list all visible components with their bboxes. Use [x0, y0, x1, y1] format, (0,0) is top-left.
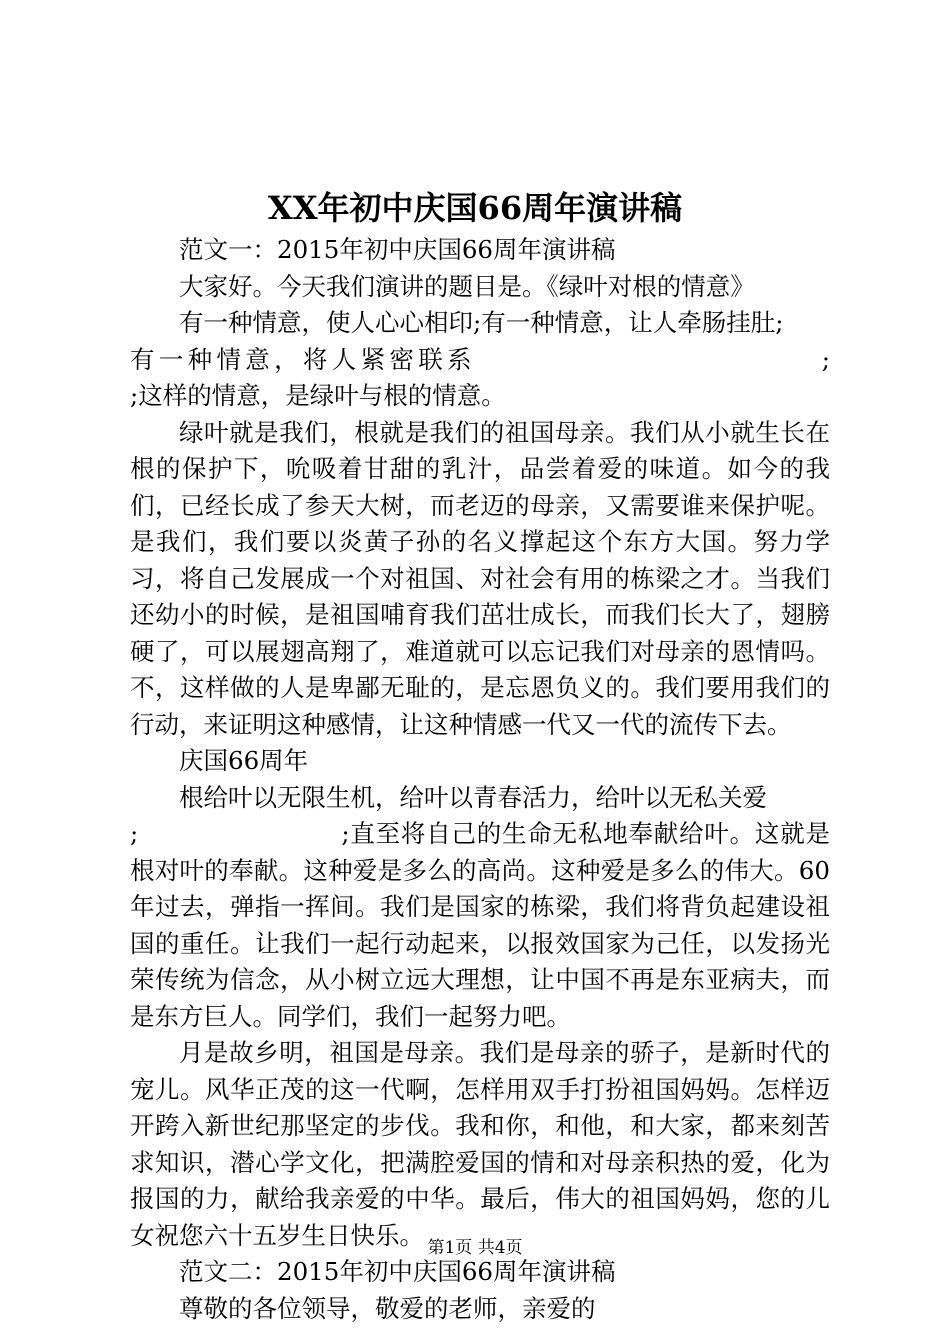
paragraph-roots-line-1: 根给叶以无限生机，给叶以青春活力，给叶以无私关爱 — [179, 782, 767, 812]
paragraph-motherland: 月是故乡明，祖国是母亲。我们是母亲的骄子，是新时代的宠儿。风华正茂的这一代啊，怎样用双手打扮祖国妈妈。怎样迈开跨入新世纪那坚定的步伐。我和你，和他，和大家，都来刻苦求知识，潜心学文化，把满腔爱国的情和对母亲积热的爱，化为报国的力，献给我亲爱的中华。最后，伟大的祖国妈妈，您的儿女祝您六十五岁生日快乐。 — [130, 1038, 830, 1250]
document-title: XX年初中庆国66周年演讲稿 — [267, 189, 683, 227]
paragraph-green-leaves: 绿叶就是我们，根就是我们的祖国母亲。我们从小就生长在根的保护下，吮吸着甘甜的乳汁，品尝着爱的味道。如今的我们，已经长成了参天大树，而老迈的母亲，又需要谁来保护呢。是我们，我们要以炎黄子孙的名义撑起这个东方大国。努力学习，将自己发展成一个对祖国、对社会有用的栋梁之才。当我们还幼小的时候，是祖国哺育我们茁壮成长，而我们长大了，翅膀硬了，可以展翅高翔了，难道就可以忘记我们对母亲的恩情吗。不，这样做的人是卑鄙无耻的，是忘恩负义的。我们要用我们的行动，来证明这种感情，让这种情感一代又一代的流传下去。 — [130, 417, 830, 739]
paragraph-greeting: 大家好。今天我们演讲的题目是。《绿叶对根的情意》 — [179, 271, 755, 301]
paragraph-sample-two-greeting: 尊敬的各位领导，敬爱的老师，亲爱的 — [179, 1293, 596, 1323]
paragraph-anniversary-label: 庆国66周年 — [179, 746, 309, 775]
page-footer: 第1页 共4页 — [427, 1238, 523, 1258]
paragraph-sample-two-heading: 范文二：2015年初中庆国66周年演讲稿 — [179, 1257, 616, 1286]
document-body — [130, 232, 830, 1327]
paragraph-sample-one-heading: 范文一：2015年初中庆国66周年演讲稿 — [179, 235, 616, 264]
paragraph-affection-line-2: 有一种情意，将人紧密联系 ; — [130, 344, 830, 374]
paragraph-affection-line-3: ;这样的情意，是绿叶与根的情意。 — [130, 381, 506, 410]
paragraph-roots-devotion: ; ;直至将自己的生命无私地奉献给叶。这就是根对叶的奉献。这种爱是多么的高尚。这种爱是多么的伟大。60年过去，弹指一挥间。我们是国家的栋梁，我们将背负起建设祖国的重任。让我们一起行动起来，以报效国家为己任，以发扬光荣传统为信念，从小树立远大理想，让中国不再是东亚病夫，而是东方巨人。同学们，我们一起努力吧。 — [130, 819, 830, 1031]
paragraph-affection-line-1: 有一种情意，使人心心相印;有一种情意，让人牵肠挂肚; — [179, 308, 784, 337]
